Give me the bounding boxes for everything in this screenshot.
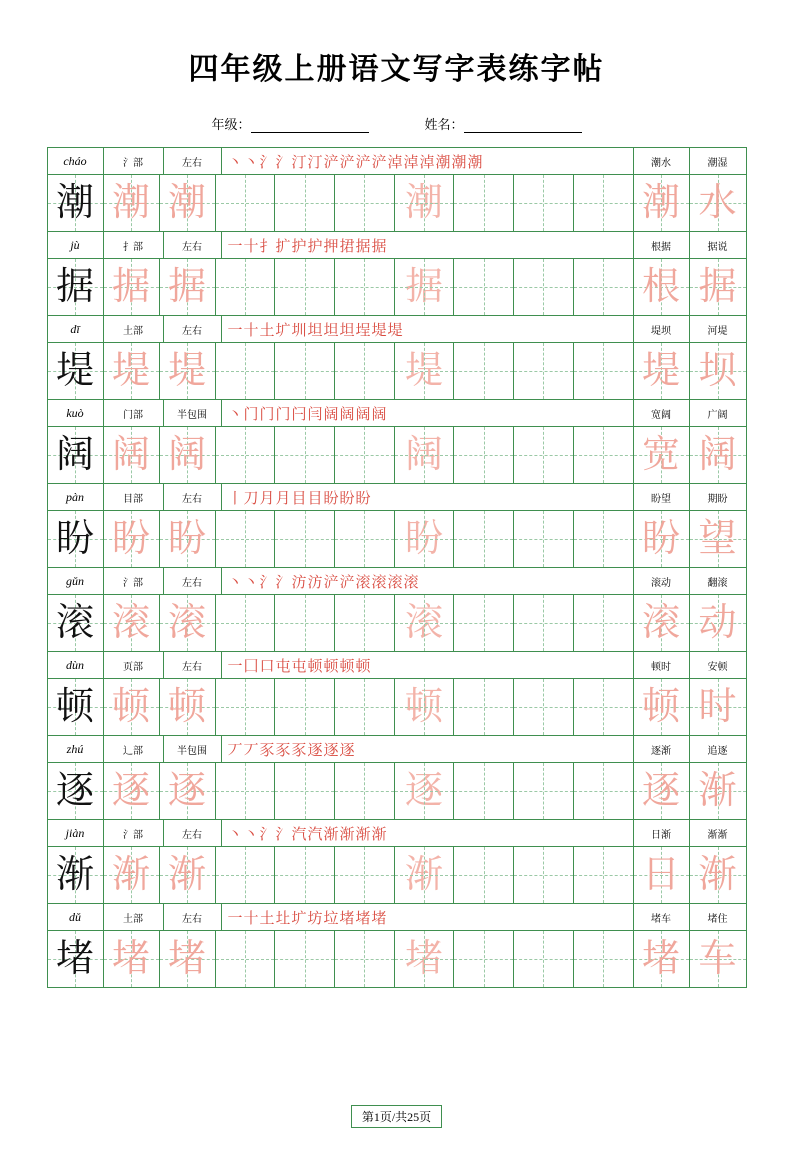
word-character: 阔 bbox=[698, 434, 737, 476]
faint-character: 逐 bbox=[405, 770, 444, 812]
character-header bbox=[48, 148, 746, 175]
structure-cell: 左右 bbox=[164, 148, 222, 174]
word-character: 滚 bbox=[641, 602, 680, 644]
practice-row bbox=[48, 343, 746, 399]
blank-practice-cell[interactable] bbox=[216, 763, 276, 819]
worksheet-page bbox=[0, 44, 793, 1166]
blank-practice-cell[interactable] bbox=[574, 427, 633, 483]
blank-practice-cell[interactable] bbox=[335, 343, 395, 399]
word-character-cell bbox=[634, 259, 690, 315]
word-cell-2: 翻滚 bbox=[707, 577, 728, 589]
blank-practice-cell[interactable] bbox=[275, 595, 335, 651]
word-cell-1: 滚动 bbox=[634, 568, 690, 594]
blank-practice-cell[interactable] bbox=[216, 595, 276, 651]
character-header bbox=[48, 232, 746, 259]
radical-cell: 页部 bbox=[104, 652, 164, 678]
word-character-cell bbox=[690, 511, 746, 567]
word-character-cell bbox=[690, 679, 746, 735]
pinyin-cell: jiàn bbox=[48, 820, 104, 846]
word-character: 渐 bbox=[698, 770, 737, 812]
trace-character: 据 bbox=[167, 266, 206, 308]
blank-practice-cell[interactable] bbox=[514, 511, 574, 567]
trace-character: 顿 bbox=[111, 686, 150, 728]
blank-practice-cell[interactable] bbox=[514, 427, 574, 483]
blank-practice-cell[interactable] bbox=[454, 259, 514, 315]
structure-cell: 左右 bbox=[164, 904, 222, 930]
pinyin-cell: dǔ bbox=[48, 904, 104, 930]
stroke-order-cell: 丆丆豕豕豕逐逐逐 bbox=[222, 736, 634, 762]
blank-practice-cell[interactable] bbox=[454, 931, 514, 987]
blank-practice-cell[interactable] bbox=[395, 259, 455, 315]
model-character-cell bbox=[48, 679, 104, 735]
character-header bbox=[48, 820, 746, 847]
trace-character: 逐 bbox=[167, 770, 206, 812]
word-cell-2: 渐渐 bbox=[707, 829, 728, 841]
word-character-cell bbox=[690, 763, 746, 819]
blank-practice-cell[interactable] bbox=[574, 511, 633, 567]
faint-character: 阔 bbox=[405, 434, 444, 476]
blank-practice-cell[interactable] bbox=[335, 679, 395, 735]
faint-character: 堤 bbox=[405, 350, 444, 392]
blank-practice-cell[interactable] bbox=[395, 931, 455, 987]
structure-cell: 左右 bbox=[164, 484, 222, 510]
word-cell-2: 期盼 bbox=[707, 493, 728, 505]
blank-practice-area[interactable] bbox=[216, 511, 634, 567]
trace-character-cell bbox=[160, 175, 216, 231]
radical-cell: 氵部 bbox=[104, 568, 164, 594]
blank-practice-area[interactable] bbox=[216, 343, 634, 399]
practice-row bbox=[48, 595, 746, 651]
blank-practice-cell[interactable] bbox=[216, 259, 276, 315]
model-character-cell bbox=[48, 763, 104, 819]
stroke-order-cell: 丶丶氵氵汸汸浐浐滚滚滚滚 bbox=[222, 568, 634, 594]
structure-cell: 左右 bbox=[164, 820, 222, 846]
blank-practice-area[interactable] bbox=[216, 259, 634, 315]
word-cell-1: 顿时 bbox=[634, 652, 690, 678]
blank-practice-cell[interactable] bbox=[216, 427, 276, 483]
word-cell-2: 潮湿 bbox=[707, 157, 728, 169]
word-cell-1: 盼望 bbox=[634, 484, 690, 510]
word-character: 堵 bbox=[641, 938, 680, 980]
blank-practice-cell[interactable] bbox=[514, 679, 574, 735]
blank-practice-cell[interactable] bbox=[216, 931, 276, 987]
trace-character: 堵 bbox=[167, 938, 206, 980]
blank-practice-cell[interactable] bbox=[514, 259, 574, 315]
pinyin-cell: pàn bbox=[48, 484, 104, 510]
blank-practice-cell[interactable] bbox=[216, 511, 276, 567]
trace-character-cell bbox=[104, 679, 160, 735]
structure-cell: 半包围 bbox=[164, 400, 222, 426]
trace-character: 顿 bbox=[167, 686, 206, 728]
stroke-order-cell: 一十扌扩护护押捃据据 bbox=[222, 232, 634, 258]
model-character-cell bbox=[48, 427, 104, 483]
model-character-cell bbox=[48, 931, 104, 987]
trace-character-cell bbox=[104, 259, 160, 315]
blank-practice-cell[interactable] bbox=[395, 763, 455, 819]
word-character-cell bbox=[690, 847, 746, 903]
structure-cell: 左右 bbox=[164, 652, 222, 678]
trace-character-cell bbox=[104, 847, 160, 903]
blank-practice-cell[interactable] bbox=[275, 259, 335, 315]
blank-practice-cell[interactable] bbox=[514, 343, 574, 399]
trace-character: 渐 bbox=[167, 854, 206, 896]
character-header bbox=[48, 652, 746, 679]
practice-row bbox=[48, 679, 746, 735]
trace-character-cell bbox=[104, 511, 160, 567]
word-character: 盼 bbox=[641, 518, 680, 560]
character-block bbox=[48, 904, 746, 987]
word-character-cell bbox=[690, 259, 746, 315]
blank-practice-cell[interactable] bbox=[514, 595, 574, 651]
practice-row bbox=[48, 763, 746, 819]
word-character: 据 bbox=[698, 266, 737, 308]
trace-character-cell bbox=[104, 763, 160, 819]
blank-practice-cell[interactable] bbox=[454, 679, 514, 735]
blank-practice-cell[interactable] bbox=[275, 511, 335, 567]
word-character: 车 bbox=[698, 938, 737, 980]
character-block bbox=[48, 652, 746, 736]
word-character-cell bbox=[634, 511, 690, 567]
blank-practice-cell[interactable] bbox=[395, 595, 455, 651]
trace-character-cell bbox=[104, 931, 160, 987]
blank-practice-cell[interactable] bbox=[574, 175, 633, 231]
word-character: 宽 bbox=[641, 434, 680, 476]
word-character-cell bbox=[634, 679, 690, 735]
faint-character: 顿 bbox=[405, 686, 444, 728]
trace-character: 滚 bbox=[111, 602, 150, 644]
blank-practice-cell[interactable] bbox=[395, 427, 455, 483]
character-header bbox=[48, 568, 746, 595]
blank-practice-cell[interactable] bbox=[514, 931, 574, 987]
pinyin-cell: cháo bbox=[48, 148, 104, 174]
word-character: 潮 bbox=[641, 182, 680, 224]
radical-cell: 辶部 bbox=[104, 736, 164, 762]
character-header bbox=[48, 484, 746, 511]
faint-character: 盼 bbox=[405, 518, 444, 560]
blank-practice-cell[interactable] bbox=[216, 847, 276, 903]
word-cell-2: 广阔 bbox=[707, 409, 728, 421]
pinyin-cell: jù bbox=[48, 232, 104, 258]
stroke-order-cell: 一十土圹圳坦坦坦埕堤堤 bbox=[222, 316, 634, 342]
model-character: 据 bbox=[55, 266, 94, 308]
radical-cell: 土部 bbox=[104, 904, 164, 930]
practice-sheet bbox=[47, 147, 747, 988]
blank-practice-area[interactable] bbox=[216, 931, 634, 987]
word-character-cell bbox=[634, 763, 690, 819]
word-cell-2: 据说 bbox=[707, 241, 728, 253]
blank-practice-cell[interactable] bbox=[335, 511, 395, 567]
blank-practice-cell[interactable] bbox=[454, 511, 514, 567]
blank-practice-cell[interactable] bbox=[275, 931, 335, 987]
character-block bbox=[48, 316, 746, 400]
page-number: 第1页/共25页 bbox=[351, 1105, 442, 1128]
name-blank[interactable] bbox=[464, 118, 582, 133]
practice-row bbox=[48, 511, 746, 567]
trace-character: 逐 bbox=[111, 770, 150, 812]
word-character-cell bbox=[690, 175, 746, 231]
character-header bbox=[48, 316, 746, 343]
word-cell-1: 宽阔 bbox=[634, 400, 690, 426]
page-title: 四年级上册语文写字表练字帖 bbox=[188, 53, 605, 86]
trace-character: 堤 bbox=[111, 350, 150, 392]
word-cell-2: 安顿 bbox=[707, 661, 728, 673]
model-character: 阔 bbox=[55, 434, 94, 476]
trace-character-cell bbox=[160, 511, 216, 567]
faint-character: 据 bbox=[405, 266, 444, 308]
word-character: 根 bbox=[641, 266, 680, 308]
stroke-order-cell: 丨刀月月目目盼盼盼 bbox=[222, 484, 634, 510]
blank-practice-cell[interactable] bbox=[574, 847, 633, 903]
character-block bbox=[48, 232, 746, 316]
stroke-order-cell: 丶丶氵氵汽汽渐渐渐渐 bbox=[222, 820, 634, 846]
blank-practice-cell[interactable] bbox=[574, 679, 633, 735]
grade-blank[interactable] bbox=[251, 118, 369, 133]
trace-character-cell bbox=[160, 259, 216, 315]
word-cell-2: 河堤 bbox=[707, 325, 728, 337]
pinyin-cell: kuò bbox=[48, 400, 104, 426]
structure-cell: 左右 bbox=[164, 232, 222, 258]
page-footer bbox=[0, 1105, 793, 1128]
blank-practice-cell[interactable] bbox=[335, 763, 395, 819]
blank-practice-cell[interactable] bbox=[335, 595, 395, 651]
word-character: 望 bbox=[698, 518, 737, 560]
model-character-cell bbox=[48, 175, 104, 231]
blank-practice-cell[interactable] bbox=[395, 511, 455, 567]
model-character-cell bbox=[48, 595, 104, 651]
trace-character-cell bbox=[160, 343, 216, 399]
structure-cell: 左右 bbox=[164, 316, 222, 342]
word-cell-1: 堤坝 bbox=[634, 316, 690, 342]
word-cell-1: 根据 bbox=[634, 232, 690, 258]
blank-practice-cell[interactable] bbox=[454, 847, 514, 903]
practice-row bbox=[48, 427, 746, 483]
blank-practice-cell[interactable] bbox=[275, 343, 335, 399]
structure-cell: 半包围 bbox=[164, 736, 222, 762]
faint-character: 滚 bbox=[405, 602, 444, 644]
blank-practice-cell[interactable] bbox=[574, 595, 633, 651]
model-character: 逐 bbox=[55, 770, 94, 812]
word-cell-1: 潮水 bbox=[634, 148, 690, 174]
model-character-cell bbox=[48, 259, 104, 315]
model-character: 盼 bbox=[55, 518, 94, 560]
character-block bbox=[48, 820, 746, 904]
blank-practice-cell[interactable] bbox=[216, 343, 276, 399]
practice-row bbox=[48, 847, 746, 903]
stroke-order-cell: 一囗口屯屯顿顿顿顿 bbox=[222, 652, 634, 678]
trace-character-cell bbox=[104, 427, 160, 483]
practice-row bbox=[48, 259, 746, 315]
blank-practice-cell[interactable] bbox=[454, 595, 514, 651]
blank-practice-cell[interactable] bbox=[275, 175, 335, 231]
word-cell-2: 堵住 bbox=[707, 913, 728, 925]
blank-practice-cell[interactable] bbox=[454, 343, 514, 399]
meta-row bbox=[0, 114, 793, 133]
trace-character-cell bbox=[160, 427, 216, 483]
model-character: 堤 bbox=[55, 350, 94, 392]
blank-practice-cell[interactable] bbox=[335, 175, 395, 231]
name-label: 姓名： bbox=[424, 117, 464, 132]
character-header bbox=[48, 736, 746, 763]
blank-practice-cell[interactable] bbox=[275, 763, 335, 819]
faint-character: 堵 bbox=[405, 938, 444, 980]
blank-practice-cell[interactable] bbox=[335, 931, 395, 987]
faint-character: 潮 bbox=[405, 182, 444, 224]
trace-character-cell bbox=[104, 595, 160, 651]
blank-practice-area[interactable] bbox=[216, 847, 634, 903]
faint-character: 渐 bbox=[405, 854, 444, 896]
model-character-cell bbox=[48, 511, 104, 567]
character-block bbox=[48, 568, 746, 652]
blank-practice-cell[interactable] bbox=[216, 679, 276, 735]
pinyin-cell: gǔn bbox=[48, 568, 104, 594]
trace-character-cell bbox=[160, 679, 216, 735]
word-character-cell bbox=[690, 595, 746, 651]
radical-cell: 氵部 bbox=[104, 148, 164, 174]
pinyin-cell: dī bbox=[48, 316, 104, 342]
blank-practice-cell[interactable] bbox=[335, 259, 395, 315]
blank-practice-area[interactable] bbox=[216, 427, 634, 483]
word-character: 顿 bbox=[641, 686, 680, 728]
word-character: 坝 bbox=[698, 350, 737, 392]
blank-practice-area[interactable] bbox=[216, 595, 634, 651]
word-character-cell bbox=[634, 175, 690, 231]
word-cell-1: 堵车 bbox=[634, 904, 690, 930]
word-character-cell bbox=[690, 931, 746, 987]
word-character: 日 bbox=[641, 854, 680, 896]
blank-practice-cell[interactable] bbox=[395, 847, 455, 903]
word-character-cell bbox=[634, 427, 690, 483]
word-cell-1: 逐渐 bbox=[634, 736, 690, 762]
blank-practice-cell[interactable] bbox=[216, 175, 276, 231]
practice-row bbox=[48, 175, 746, 231]
blank-practice-cell[interactable] bbox=[335, 847, 395, 903]
blank-practice-cell[interactable] bbox=[514, 175, 574, 231]
word-character: 渐 bbox=[698, 854, 737, 896]
trace-character-cell bbox=[104, 175, 160, 231]
word-character-cell bbox=[634, 595, 690, 651]
trace-character: 滚 bbox=[167, 602, 206, 644]
stroke-order-cell: 丶门门门闩闫阔阔阔阔 bbox=[222, 400, 634, 426]
word-character: 动 bbox=[698, 602, 737, 644]
blank-practice-cell[interactable] bbox=[514, 847, 574, 903]
word-character: 水 bbox=[698, 182, 737, 224]
word-character-cell bbox=[634, 343, 690, 399]
character-block bbox=[48, 148, 746, 232]
trace-character-cell bbox=[160, 595, 216, 651]
trace-character: 盼 bbox=[111, 518, 150, 560]
blank-practice-cell[interactable] bbox=[514, 763, 574, 819]
blank-practice-cell[interactable] bbox=[395, 679, 455, 735]
character-header bbox=[48, 904, 746, 931]
character-block bbox=[48, 736, 746, 820]
stroke-order-cell: 一十土圵圹坊垃堵堵堵 bbox=[222, 904, 634, 930]
trace-character-cell bbox=[104, 343, 160, 399]
trace-character: 阔 bbox=[111, 434, 150, 476]
blank-practice-cell[interactable] bbox=[275, 679, 335, 735]
model-character: 顿 bbox=[55, 686, 94, 728]
word-character-cell bbox=[690, 343, 746, 399]
pinyin-cell: zhú bbox=[48, 736, 104, 762]
radical-cell: 目部 bbox=[104, 484, 164, 510]
model-character: 渐 bbox=[55, 854, 94, 896]
practice-row bbox=[48, 931, 746, 987]
trace-character-cell bbox=[160, 931, 216, 987]
model-character: 堵 bbox=[55, 938, 94, 980]
grade-label: 年级： bbox=[211, 117, 251, 132]
model-character: 潮 bbox=[55, 182, 94, 224]
blank-practice-cell[interactable] bbox=[335, 427, 395, 483]
word-character-cell bbox=[634, 931, 690, 987]
blank-practice-area[interactable] bbox=[216, 175, 634, 231]
model-character: 滚 bbox=[55, 602, 94, 644]
word-character: 逐 bbox=[641, 770, 680, 812]
blank-practice-cell[interactable] bbox=[275, 427, 335, 483]
trace-character-cell bbox=[160, 763, 216, 819]
trace-character-cell bbox=[160, 847, 216, 903]
trace-character: 堤 bbox=[167, 350, 206, 392]
character-block bbox=[48, 484, 746, 568]
blank-practice-cell[interactable] bbox=[395, 343, 455, 399]
trace-character: 堵 bbox=[111, 938, 150, 980]
blank-practice-cell[interactable] bbox=[574, 763, 633, 819]
word-cell-1: 日渐 bbox=[634, 820, 690, 846]
trace-character: 渐 bbox=[111, 854, 150, 896]
radical-cell: 扌部 bbox=[104, 232, 164, 258]
model-character-cell bbox=[48, 343, 104, 399]
word-character-cell bbox=[634, 847, 690, 903]
trace-character: 潮 bbox=[167, 182, 206, 224]
blank-practice-cell[interactable] bbox=[454, 763, 514, 819]
word-character: 堤 bbox=[641, 350, 680, 392]
blank-practice-area[interactable] bbox=[216, 763, 634, 819]
blank-practice-cell[interactable] bbox=[574, 343, 633, 399]
blank-practice-cell[interactable] bbox=[574, 259, 633, 315]
blank-practice-cell[interactable] bbox=[454, 175, 514, 231]
structure-cell: 左右 bbox=[164, 568, 222, 594]
blank-practice-cell[interactable] bbox=[454, 427, 514, 483]
word-character-cell bbox=[690, 427, 746, 483]
pinyin-cell: dùn bbox=[48, 652, 104, 678]
trace-character: 潮 bbox=[111, 182, 150, 224]
stroke-order-cell: 丶丶氵氵汀汀浐浐浐浐淖淖淖潮潮潮 bbox=[222, 148, 634, 174]
word-character: 时 bbox=[698, 686, 737, 728]
blank-practice-area[interactable] bbox=[216, 679, 634, 735]
blank-practice-cell[interactable] bbox=[574, 931, 633, 987]
radical-cell: 门部 bbox=[104, 400, 164, 426]
blank-practice-cell[interactable] bbox=[275, 847, 335, 903]
word-cell-2: 追逐 bbox=[707, 745, 728, 757]
character-header bbox=[48, 400, 746, 427]
radical-cell: 氵部 bbox=[104, 820, 164, 846]
name-field[interactable] bbox=[425, 114, 582, 133]
character-block bbox=[48, 400, 746, 484]
trace-character: 阔 bbox=[167, 434, 206, 476]
radical-cell: 土部 bbox=[104, 316, 164, 342]
model-character-cell bbox=[48, 847, 104, 903]
trace-character: 盼 bbox=[167, 518, 206, 560]
grade-field[interactable] bbox=[211, 114, 368, 133]
blank-practice-cell[interactable] bbox=[395, 175, 455, 231]
trace-character: 据 bbox=[111, 266, 150, 308]
